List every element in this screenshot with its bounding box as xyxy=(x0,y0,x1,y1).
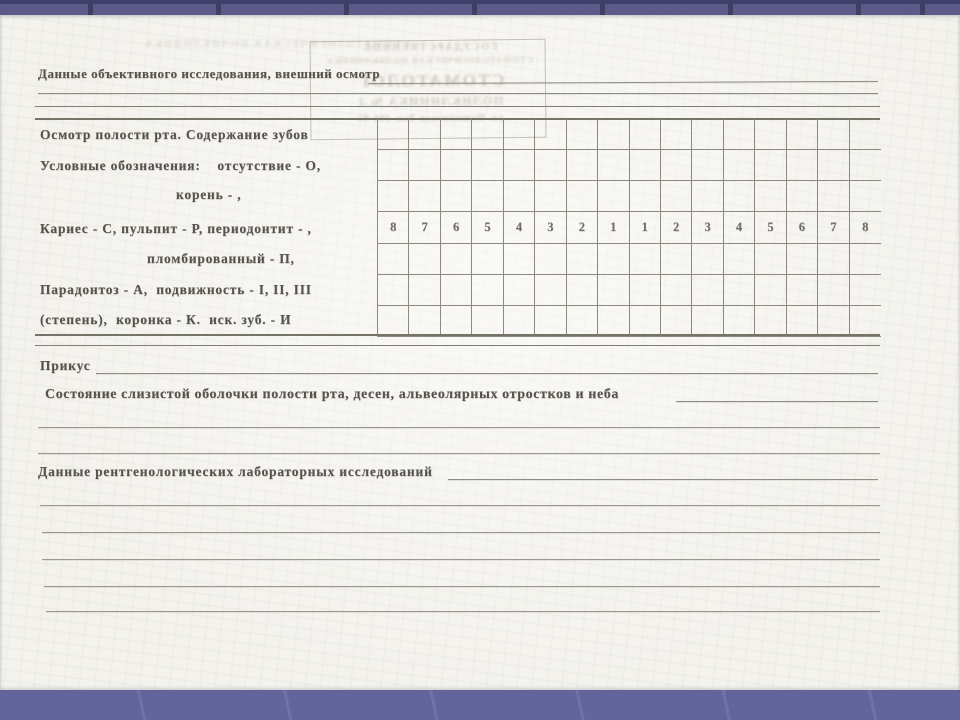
tooth-cell xyxy=(535,150,566,181)
tooth-number-cell: 7 xyxy=(409,212,440,243)
tooth-cell xyxy=(630,306,661,337)
stamp-line: ГОСУДАРСТВЕННОЕ xyxy=(362,41,498,54)
tooth-cell xyxy=(378,119,409,150)
tooth-number-cell: 3 xyxy=(692,212,723,243)
tooth-cell xyxy=(850,275,881,306)
blank-line xyxy=(44,586,880,587)
tooth-cell xyxy=(724,275,755,306)
tooth-cell xyxy=(818,244,849,275)
tooth-cell xyxy=(378,244,409,275)
tooth-cell xyxy=(630,244,661,275)
tooth-cell xyxy=(535,275,566,306)
legend-intro-label: Условные обозначения: отсутствие - О, xyxy=(40,158,321,173)
tooth-cell xyxy=(472,119,503,150)
tooth-cell xyxy=(409,244,440,275)
tooth-cell xyxy=(630,150,661,181)
tooth-cell xyxy=(692,275,723,306)
tooth-number-cell: 7 xyxy=(818,212,849,243)
tooth-cell xyxy=(692,181,723,212)
tooth-cell xyxy=(692,150,723,181)
tooth-cell xyxy=(378,181,409,212)
tooth-cell xyxy=(724,119,755,150)
bite-blank-line xyxy=(96,373,878,374)
tooth-cell xyxy=(630,119,661,150)
tooth-number-cell: 4 xyxy=(504,212,535,243)
objective-exam-label: Данные объективного исследования, внешний осмотр xyxy=(38,66,381,81)
blank-line xyxy=(40,505,880,506)
tooth-cell xyxy=(567,244,598,275)
bite-label: Прикус xyxy=(40,358,91,373)
tooth-number-cell: 1 xyxy=(630,212,661,243)
xray-label: Данные рентгенологических лабораторных исследований xyxy=(38,464,433,479)
tooth-cell xyxy=(850,244,881,275)
tooth-cell xyxy=(441,181,472,212)
tooth-cell xyxy=(692,244,723,275)
tooth-cell xyxy=(472,306,503,337)
legend-root-label: корень - , xyxy=(176,187,242,202)
tooth-cell xyxy=(441,119,472,150)
legend-filled-label: пломбированный - П, xyxy=(147,251,295,266)
tooth-cell xyxy=(409,150,440,181)
tooth-cell xyxy=(661,181,692,212)
tooth-cell xyxy=(378,150,409,181)
tooth-cell xyxy=(661,306,692,337)
tooth-number-cell: 3 xyxy=(535,212,566,243)
stamp-line: ПОЛИКЛИНИКА № 2 xyxy=(357,93,504,109)
blank-line xyxy=(42,559,880,560)
tooth-number-cell: 6 xyxy=(441,212,472,243)
tooth-cell xyxy=(378,306,409,337)
blank-line xyxy=(38,427,880,428)
blank-line xyxy=(38,93,878,94)
tooth-cell xyxy=(504,150,535,181)
tooth-cell xyxy=(630,181,661,212)
blank-line xyxy=(46,611,880,612)
tooth-cell xyxy=(504,181,535,212)
stamp-line: СТОМАТОЛОГ xyxy=(355,70,505,91)
tooth-cell xyxy=(535,306,566,337)
tooth-cell xyxy=(724,306,755,337)
tooth-cell xyxy=(755,306,786,337)
tooth-cell xyxy=(755,275,786,306)
blank-line xyxy=(38,453,880,454)
legend-parodontosis-label: Парадонтоз - А, подвижность - I, II, III xyxy=(40,282,312,297)
tooth-cell xyxy=(787,306,818,337)
tooth-cell xyxy=(567,306,598,337)
tooth-cell xyxy=(661,244,692,275)
tooth-cell xyxy=(409,181,440,212)
tooth-cell xyxy=(787,150,818,181)
tooth-cell xyxy=(598,306,629,337)
blank-line xyxy=(42,532,880,533)
tooth-cell xyxy=(441,244,472,275)
tooth-cell xyxy=(787,119,818,150)
tooth-cell xyxy=(787,275,818,306)
tooth-cell xyxy=(818,119,849,150)
tooth-cell xyxy=(504,306,535,337)
tooth-cell xyxy=(724,244,755,275)
tooth-cell xyxy=(472,275,503,306)
dental-grid xyxy=(377,119,881,337)
tooth-cell xyxy=(818,150,849,181)
tooth-cell xyxy=(630,275,661,306)
tooth-cell xyxy=(472,181,503,212)
tooth-cell xyxy=(850,150,881,181)
tooth-cell xyxy=(409,306,440,337)
tooth-cell xyxy=(724,150,755,181)
frame-bottom-band xyxy=(0,690,960,720)
tooth-cell xyxy=(787,244,818,275)
tooth-cell xyxy=(441,150,472,181)
tooth-cell xyxy=(598,150,629,181)
tooth-cell xyxy=(755,150,786,181)
tooth-cell xyxy=(441,306,472,337)
tooth-number-cell: 5 xyxy=(755,212,786,243)
tooth-cell xyxy=(535,181,566,212)
tooth-cell xyxy=(818,181,849,212)
tooth-number-cell: 1 xyxy=(598,212,629,243)
legend-degree-label: (степень), коронка - К. иск. зуб. - И xyxy=(40,312,292,327)
tooth-cell xyxy=(661,150,692,181)
tooth-cell xyxy=(692,119,723,150)
tooth-cell xyxy=(755,181,786,212)
tooth-number-cell: 2 xyxy=(567,212,598,243)
legend-caries-label: Кариес - С, пульпит - Р, периодонтит - , xyxy=(40,221,312,236)
oral-exam-label: Осмотр полости рта. Содержание зубов xyxy=(40,127,309,142)
mucosa-label: Состояние слизистой оболочки полости рта, десен, альвеолярных отростков и неба xyxy=(45,387,619,402)
tooth-cell xyxy=(850,306,881,337)
mucosa-blank-line xyxy=(676,401,878,402)
tooth-cell xyxy=(661,275,692,306)
stamp-line: СТОМАТОЛОГИЧЕСКАЯ ПОЛИКЛИНИКА xyxy=(326,54,534,66)
tooth-cell xyxy=(755,119,786,150)
tooth-cell xyxy=(472,150,503,181)
tooth-cell xyxy=(378,275,409,306)
section-rule xyxy=(35,345,880,346)
tooth-cell xyxy=(850,181,881,212)
tooth-cell xyxy=(598,181,629,212)
tooth-cell xyxy=(504,275,535,306)
section-rule xyxy=(35,334,880,336)
tooth-cell xyxy=(567,275,598,306)
tooth-cell xyxy=(818,306,849,337)
tooth-number-cell: 2 xyxy=(661,212,692,243)
tooth-cell xyxy=(850,119,881,150)
tooth-cell xyxy=(472,244,503,275)
tooth-cell xyxy=(567,181,598,212)
tooth-cell xyxy=(409,119,440,150)
tooth-cell xyxy=(787,181,818,212)
tooth-cell xyxy=(441,275,472,306)
tooth-cell xyxy=(567,119,598,150)
tooth-cell xyxy=(661,119,692,150)
stamp-line: ул. Пушкинская Тел. 266-05 xyxy=(357,113,504,125)
tooth-cell xyxy=(504,119,535,150)
tooth-number-cell: 5 xyxy=(472,212,503,243)
tooth-number-cell: 8 xyxy=(378,212,409,243)
tooth-cell xyxy=(535,244,566,275)
tooth-cell xyxy=(598,119,629,150)
scanned-dental-form xyxy=(0,15,960,690)
tooth-cell xyxy=(692,306,723,337)
tooth-cell xyxy=(409,275,440,306)
tooth-cell xyxy=(567,150,598,181)
xray-blank-line xyxy=(448,479,878,480)
tooth-cell xyxy=(535,119,566,150)
tooth-cell xyxy=(818,275,849,306)
tooth-number-cell: 8 xyxy=(850,212,881,243)
tooth-cell xyxy=(755,244,786,275)
tooth-cell xyxy=(504,244,535,275)
tooth-cell xyxy=(598,244,629,275)
tooth-number-cell: 4 xyxy=(724,212,755,243)
bleedthrough-text: СТОМАТОЛОГИЧЕСКАЯ ПОЛИКЛИНИКА xyxy=(143,39,411,50)
tooth-cell xyxy=(598,275,629,306)
tooth-cell xyxy=(724,181,755,212)
section-rule xyxy=(35,106,880,107)
tooth-number-cell: 6 xyxy=(787,212,818,243)
